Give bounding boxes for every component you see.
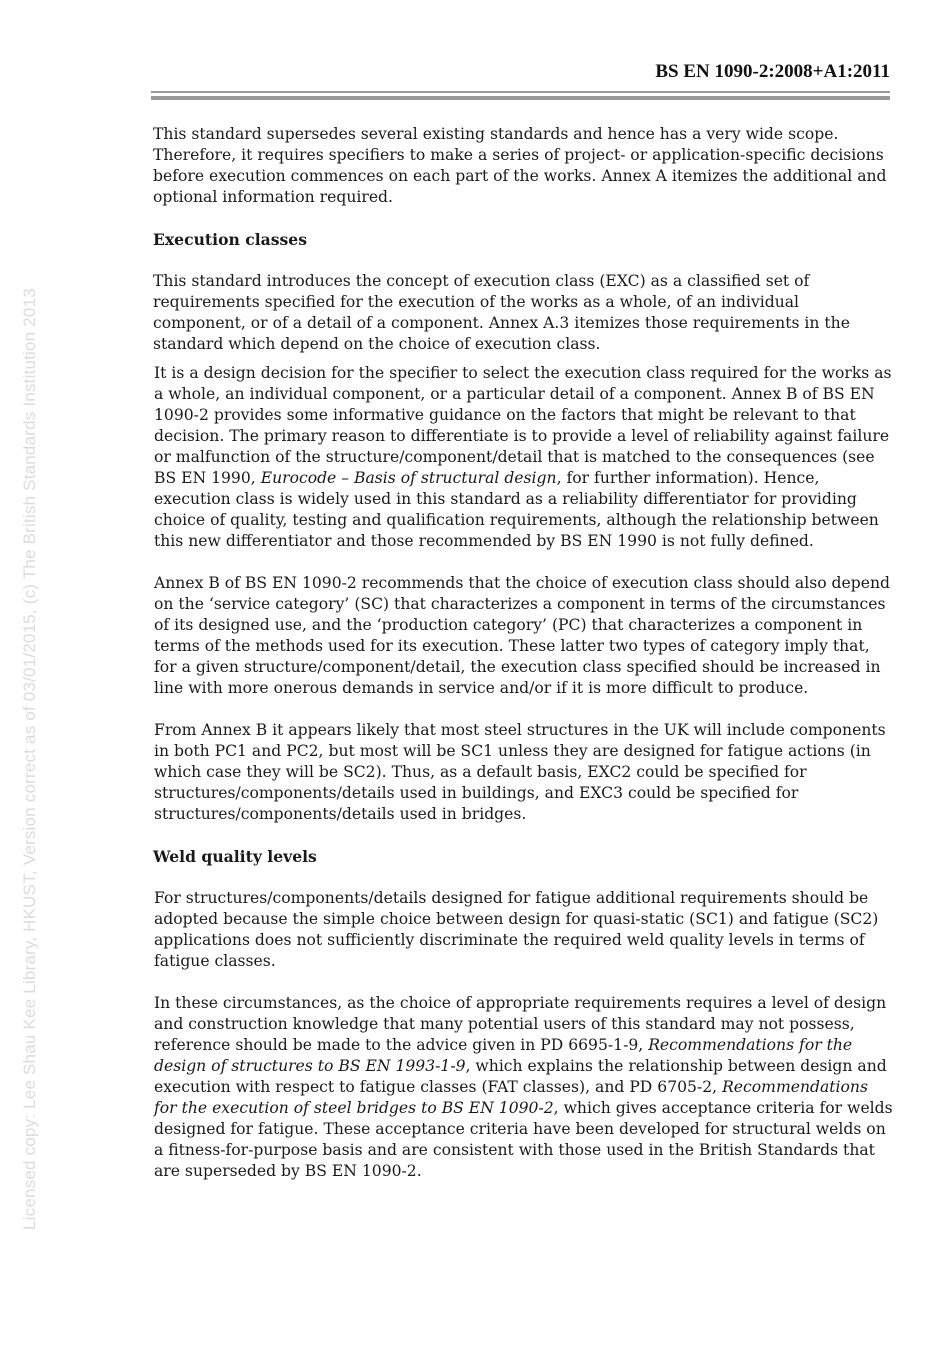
weld-quality-paragraph-2: [153, 993, 893, 1182]
text-run: , which gives acceptance criteria for welds designed for fatigue. These acceptance criteria have been developed for structural welds on a fitness-for-purpose basis and are consistent with those used in the British Standards that are superseded by BS EN 1090-2.: [154, 1099, 893, 1180]
weld-quality-paragraph-1: For structures/components/details designed for fatigue additional requirements should be adopted because the simple choice between design for quasi-static (SC1) and fatigue (SC2) applications does not sufficiently discriminate the required weld quality levels in terms of fatigue classes.: [154, 889, 879, 970]
page-body: [153, 124, 893, 1182]
italic-title: Recommendations for the design of structures to BS EN 1993-1-9: [154, 1036, 853, 1075]
header-rule-thick: [151, 96, 890, 100]
execution-classes-paragraph-2: [153, 363, 893, 552]
header-rule-thin: [151, 91, 890, 93]
intro-paragraph: This standard supersedes several existing standards and hence has a very wide scope. Therefore, it requires specifiers to make a series of project- or application-specific decisions before execution commences on each part of the works. Annex A itemizes the additional and optional information required.: [153, 125, 887, 206]
license-watermark: Licensed copy: Lee Shau Kee Library, HKUST, Version correct as of 03/01/2015, (c) The British Standards Institution 2013: [20, 288, 39, 1230]
text-run: In these circumstances, as the choice of appropriate requirements requires a level of design and construction knowledge that many potential users of this standard may not possess, reference should be made to the advice given in PD 6695-1-9,: [154, 994, 887, 1054]
execution-classes-paragraph-3: Annex B of BS EN 1090-2 recommends that the choice of execution class should also depend on the ‘service category’ (SC) that characterizes a component in terms of the circumstances of its designed use, and the ‘production category’ (PC) that characterizes a component in terms of the methods used for its execution. These latter two types of category imply that, for a given structure/component/detail, the execution class specified should be increased in line with more onerous demands in service and/or if it is more difficult to produce.: [154, 574, 891, 697]
section-heading-weld-quality-levels: Weld quality levels: [153, 847, 317, 866]
text-run: , which explains the relationship between design and execution with respect to fatigue classes (FAT classes), and PD 6705-2,: [154, 1057, 887, 1096]
italic-title: Recommendations for the execution of steel bridges to BS EN 1090-2: [154, 1078, 868, 1117]
text-run: It is a design decision for the specifier to select the execution class required for the works as a whole, an individual component, or a particular detail of a component. Annex B of BS EN 1090-2 provides some informative guidance on the factors that might be relevant to that decision. The primary reason to differentiate is to provide a level of reliability against failure or malfunction of the structure/component/detail that is matched to the consequences (see BS EN 1990,: [154, 364, 892, 487]
section-heading-execution-classes: Execution classes: [153, 230, 308, 249]
execution-classes-paragraph-1: This standard introduces the concept of execution class (EXC) as a classified set of requirements specified for the execution of the works as a whole, of an individual component, or of a detail of a component. Annex A.3 itemizes those requirements in the standard which depend on the choice of execution class.: [153, 272, 850, 353]
standard-number-header: BS EN 1090-2:2008+A1:2011: [655, 61, 890, 82]
text-run: , for further information). Hence, execution class is widely used in this standard as a reliability differentiator for providing choice of quality, testing and qualification requirements, although the relationship between this new differentiator and those recommended by BS EN 1990 is not fully defined.: [154, 469, 879, 550]
execution-classes-paragraph-4: From Annex B it appears likely that most steel structures in the UK will include components in both PC1 and PC2, but most will be SC1 unless they are designed for fatigue actions (in which case they will be SC2). Thus, as a default basis, EXC2 could be specified for structures/components/details used in buildings, and EXC3 could be specified for structures/components/details used in bridges.: [154, 721, 886, 823]
italic-title: Eurocode – Basis of structural design: [260, 469, 557, 487]
